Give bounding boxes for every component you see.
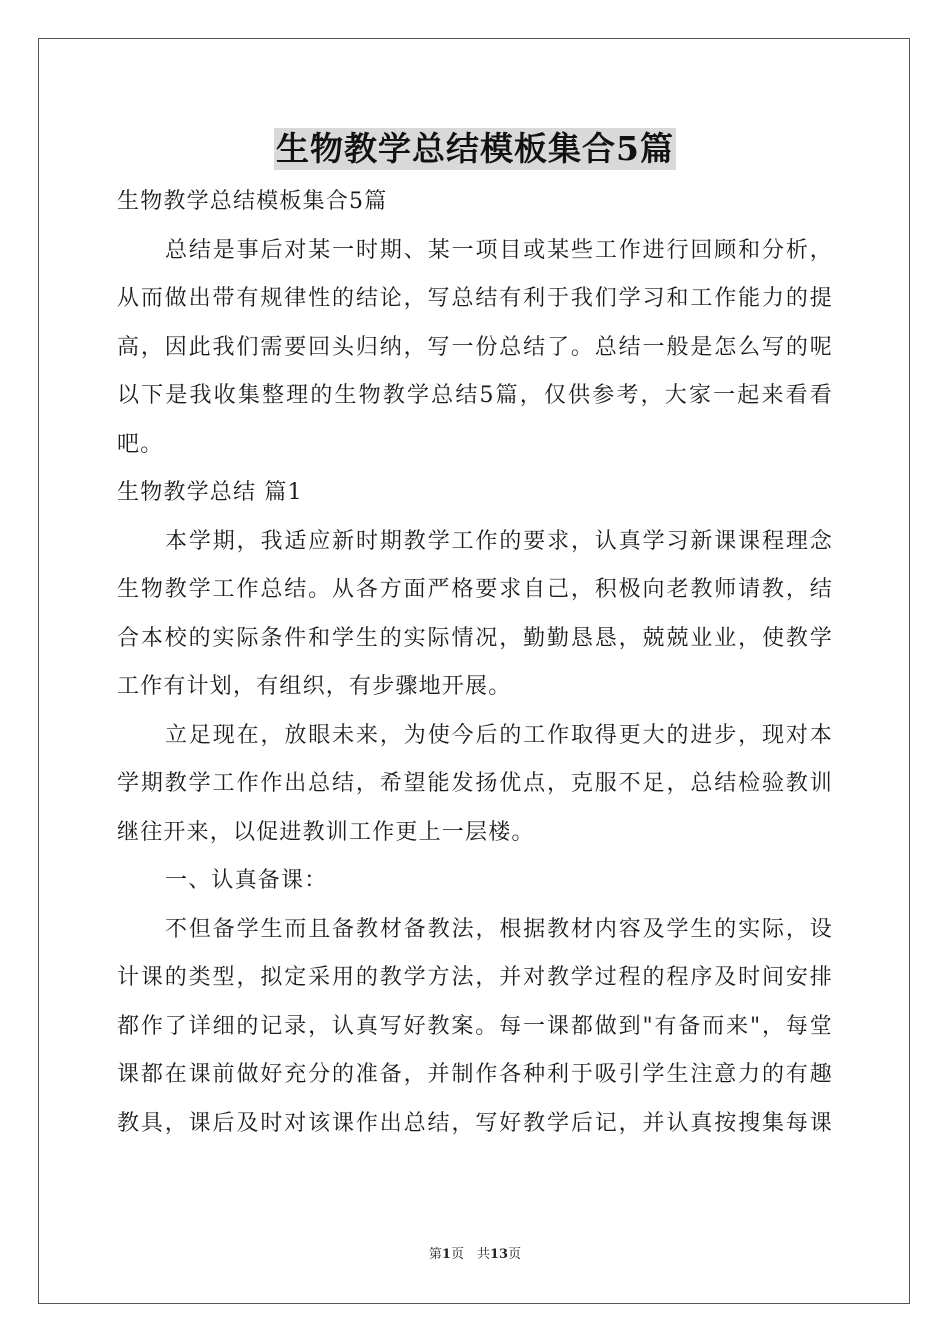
paragraph-line: 生物教学工作总结。从各方面严格要求自己，积极向老教师请教，结 xyxy=(117,577,833,602)
paragraph-line: 教具，课后及时对该课作出总结，写好教学后记，并认真按搜集每课 xyxy=(117,1110,833,1136)
paragraph-line: 立足现在，放眼未来，为使今后的工作取得更大的进步，现对本 xyxy=(165,722,833,748)
paragraph-line: 学期教学工作作出总结，希望能发扬优点，克服不足，总结检验教训 xyxy=(117,771,833,796)
section-heading: 生物教学总结 篇1 xyxy=(117,480,303,505)
page-suffix: 页 xyxy=(508,1247,522,1262)
page-footer xyxy=(0,1246,950,1264)
paragraph-line: 合本校的实际条件和学生的实际情况，勤勤恳恳，兢兢业业，使教学 xyxy=(117,625,833,651)
paragraph-line: 都作了详细的记录，认真写好教案。每一课都做到"有备而来"，每堂 xyxy=(117,1013,833,1039)
paragraph-line: 工作有计划，有组织，有步骤地开展。 xyxy=(117,674,512,699)
page-prefix: 第 xyxy=(428,1247,442,1262)
paragraph-line: 不但备学生而且备教材备教法，根据教材内容及学生的实际，设 xyxy=(165,916,833,942)
subtitle-line: 生物教学总结模板集合5篇 xyxy=(117,189,388,214)
title-area xyxy=(0,128,950,170)
paragraph-line: 计课的类型，拟定采用的教学方法，并对教学过程的程序及时间安排 xyxy=(117,965,833,990)
paragraph-line: 课都在课前做好充分的准备，并制作各种利于吸引学生注意力的有趣 xyxy=(117,1062,833,1087)
subsection-heading: 一、认真备课： xyxy=(165,868,328,893)
paragraph-line: 从而做出带有规律性的结论，写总结有利于我们学习和工作能力的提 xyxy=(117,286,833,311)
paragraph-line: 高，因此我们需要回头归纳，写一份总结了。总结一般是怎么写的呢 xyxy=(117,334,833,360)
document-title: 生物教学总结模板集合5篇 xyxy=(276,129,674,168)
paragraph-line: 吧。 xyxy=(117,431,164,457)
page-current: 1 xyxy=(441,1247,451,1262)
document-body xyxy=(117,178,833,1148)
paragraph-line: 以下是我收集整理的生物教学总结5篇，仅供参考，大家一起来看看 xyxy=(117,383,833,408)
page-mid: 页 共 xyxy=(450,1247,490,1262)
paragraph-line: 本学期，我适应新时期教学工作的要求，认真学习新课课程理念 xyxy=(165,528,833,554)
page-total: 13 xyxy=(489,1247,509,1262)
paragraph-line: 继往开来，以促进教训工作更上一层楼。 xyxy=(117,819,535,845)
paragraph-line: 总结是事后对某一时期、某一项目或某些工作进行回顾和分析， xyxy=(165,237,833,263)
